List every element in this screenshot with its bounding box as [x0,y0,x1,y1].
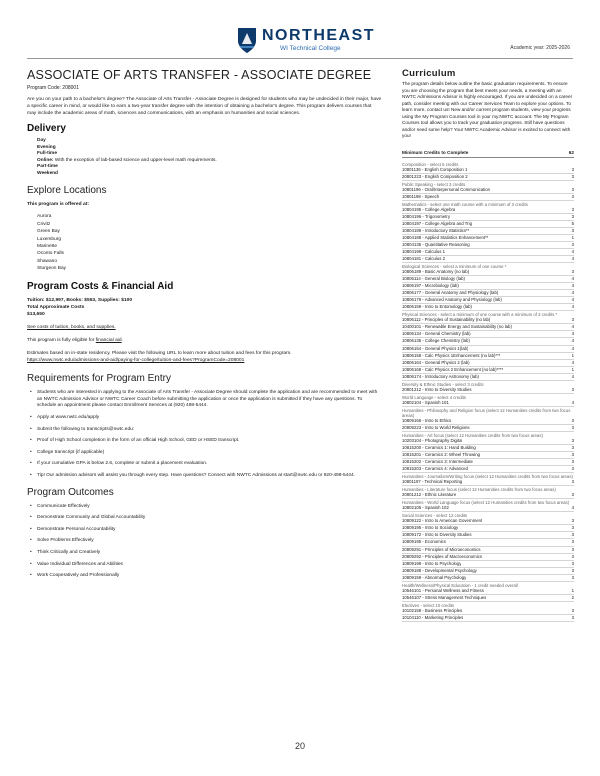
course-title: 10801196 - Oral/Interpersonal Communication [402,186,491,192]
curriculum-intro: The program details below outline the basic graduation requirements. To ensure you are choosing the program that best meets your needs, a meeting with an NWTC Admissions Advisor is highly encouraged. If you are undecided on a career path, consider meeting with our Career Services Team to explore your options. To learn more, contact us! New and/or current program students, view your progress using the My Program Courses tool in your my.NWTC account. The My Program Courses tool allows you to track your graduation progress. Still have questions and/or need some help? Your NWTC Academic Advisor is excited to connect with you! [402,81,573,138]
financial-aid-link[interactable]: financial aid [95,338,122,343]
course-credits: 3 [571,553,574,559]
course-credits: 3 [571,546,574,552]
course-title: 10806134 - General Chemistry (lab) [402,331,471,337]
course-credits: 3 [571,452,574,458]
delivery-list [37,138,382,177]
program-code: Program Code: 208001 [27,85,79,91]
outcomes-list [27,504,382,580]
costs-heading: Program Costs & Financial Aid [27,280,174,292]
course-title: 10802104 - Spanish 101 [402,399,449,405]
course-group-label: Electives - select 10 credits [402,602,455,608]
course-title: 10104110 - Marketing Principles [402,614,464,620]
course-title: 10546101 - Personal Wellness and Fitness [402,587,484,593]
program-info-column [27,68,382,585]
course-title: 10806164 - General Physics 2 (lab) [402,359,470,365]
course-credits: 4 [571,248,574,254]
course-group-label: Composition - select 6 credits [402,161,459,167]
course-row [402,338,574,345]
course-row [402,518,574,525]
course-title: 10400101 - Renewable Energy and Sustainability (no lab) [402,324,512,330]
delivery-mode: Day [37,138,46,144]
requirements-list [27,390,382,479]
course-title: 10806174 - Introductory Astronomy (lab) [402,373,479,379]
course-title: 10804181 - Calculus 2 [402,256,445,262]
requirement-item: • Submit the following to transcripts@nwtc.edu: [27,427,382,434]
course-row [402,353,574,360]
course-title: 10809172 - Intro to Diversity Studies [402,532,472,538]
outcome-item: • Communicate Effectively [27,504,382,511]
aid-suffix: . [121,338,123,343]
tuition-breakdown: Tuition: $12,997, Books: $553, Supplies: $100 [27,297,133,303]
course-row [402,575,574,582]
course-credits: 3 [571,574,574,580]
location-item: Green Bay [37,229,60,235]
course-credits: 3 [571,459,574,465]
course-credits: 4 [571,338,574,344]
course-title: 10806114 - General Biology (lab) [402,276,465,282]
course-credits: 4 [571,324,574,330]
course-group-label: Humanities - Philosophy and Religion focus (select 12 Humanities credits from two focus areas) [402,407,571,418]
outcome-item: • Value Individual Differences and Abilities [27,562,382,569]
locations-list [37,213,382,272]
course-credits: 3 [571,227,574,233]
program-description: Are you on your path to a bachelor's degree? The Associate of Arts Transfer - Associate Degree is designed for students who may be undecided in their major, have a specific career in mind, or would like to earn a two-year transfer degree with the intention of obtaining a bachelor's degree. This program delivers courses that may include the academic areas of math, sciences and communications, with an emphasis on humanities and social sciences. [27,97,382,117]
course-title: 10806177 - General Anatomy and Physiology (lab) [402,290,499,296]
requirement-item: • College transcript (if applicable) [27,450,382,457]
course-row [402,505,574,512]
course-group-label: Health/Wellness/Physical Education - 1 credit needed overall [402,582,518,588]
logo-name: NORTHEAST [262,27,376,44]
location-item: Sturgeon Bay [37,266,67,272]
course-credits: 3 [571,386,574,392]
see-costs-link[interactable]: See costs of tuition, books, and supplies. [27,324,116,330]
course-title: 10806168 - Calc Physics 2 Enhancement (no lab)**** [402,366,504,372]
header-divider [27,58,573,59]
location-item: Crivitz [37,221,51,227]
course-row [402,452,574,459]
course-title: 10806154 - General Physics 1(lab) [402,345,469,351]
outcome-item: • Think Critically and Creatively [27,550,382,557]
course-title: 10809196 - Intro to Sociology [402,525,459,531]
course-title: 10809122 - Intro to American Government [402,518,483,524]
course-credits: 3 [571,417,574,423]
course-credits: 1 [571,366,574,372]
course-title: 10203104 - Photography Digital [402,437,463,443]
course-title: 10809159 - Abnormal Psychology [402,574,467,580]
course-title: 20809223 - Intro to World Religions [402,424,470,430]
locations-intro: This program is offered at: [27,202,89,208]
course-title: 10804189 - Introductory Statistics** [402,227,470,233]
course-row [402,346,574,353]
estimate-note: Estimates based on in-state residency. Please visit the following URL to learn more about tuition and fees for this program. [27,351,292,357]
course-credits: 3 [571,206,574,212]
course-credits: 2 [571,594,574,600]
course-title: 10806189 - Basic Anatomy (no lab) [402,269,470,275]
course-title: 10815201 - Ceramics 2: Wheel Throwing [402,452,481,458]
requirement-item: • Tip! Our admission advisors will assist you through every step. Have questions? Connect with NWTC Admissions at start@nwtc.edu or 920-498-5444. [27,473,382,480]
delivery-mode: Full-time [37,151,57,157]
course-group-label: Biological Sciences - select a minimum of one course * [402,264,507,270]
course-row [402,187,574,194]
course-title: 10806179 - Advanced Anatomy and Physiology (lab) [402,297,502,303]
course-title: 20801212 - Ethnic Literature [402,492,457,498]
course-title: 10801198 - Speech [402,193,440,199]
course-credits: 4 [571,256,574,262]
course-credits: 3 [571,445,574,450]
financial-aid-note [27,337,382,344]
course-credits: 4 [571,290,574,296]
course-credits: 3 [571,437,574,443]
delivery-mode: Weekend [37,170,58,176]
course-credits: 4 [571,505,574,511]
page-number: 20 [294,741,305,751]
course-title: 10801197 - Technical Reporting [402,479,463,485]
tuition-url-link[interactable]: https://www.nwtc.edu/admissions-and-aid/paying-for-college/tuition-and-fees?ProgramCode=208001 [27,358,245,364]
course-row [402,459,574,466]
course-row [402,256,574,263]
course-row [402,214,574,221]
course-title: 10806158 - Calc Physics 1Enhancement (no lab)*** [402,352,501,358]
locations-heading: Explore Locations [27,185,107,197]
course-title: 10809195 - Economics [402,539,446,545]
course-row [402,466,574,473]
curriculum-column [402,68,574,622]
course-title: 10804135 - Quantitative Reasoning [402,241,470,247]
course-group-label: Diversity & Ethnic Studies - select 3 credits [402,381,484,387]
course-row [402,297,574,304]
course-credits: 4 [571,399,574,405]
course-row [402,588,574,595]
course-credits: 3 [571,607,574,613]
course-title: 10804196 - Trigonometry [402,213,451,219]
requirement-item: • Apply at www.nwtc.edu/apply [27,415,382,422]
course-row [402,492,574,499]
course-title: 10815203 - Ceramics 4: Advanced [402,466,468,472]
course-row [402,249,574,256]
course-credits: 3 [571,193,574,199]
course-title: 20801212 - Intro to Diversity Studies [402,386,472,392]
location-item: Luxemburg [37,236,61,242]
course-credits: 1 [571,352,574,358]
course-title: 10809166 - Intro to Ethics [402,417,452,423]
course-group-label: World Language - select 4 credits [402,394,466,400]
course-credits: 3 [571,518,574,524]
course-list [402,161,574,622]
outcome-item: • Solve Problems Effectively [27,538,382,545]
course-row [402,235,574,242]
outcome-item: • Work Cooperatively and Professionally [27,573,382,580]
course-row [402,561,574,568]
course-credits: 3 [571,614,574,620]
delivery-item [37,171,382,178]
course-title: 10806159 - Intro to Entomology (lab) [402,304,472,310]
course-group-label: Social Sciences - select 12 credits [402,513,468,519]
course-credits: 5 [571,220,574,226]
course-credits: 4 [571,297,574,303]
course-row [402,324,574,331]
course-row [402,425,574,432]
total-costs-value: $13,650 [27,311,45,317]
course-row [402,290,574,297]
course-row [402,331,574,338]
course-group-label: Humanities - Journalism/Writing focus (select 12 Humanities credits from two focus areas) [402,474,573,480]
course-row [402,418,574,425]
requirement-item: • Proof of High School completion in the form of an official High School, GED or HSED transcript. [27,438,382,445]
course-credits: 4 [571,304,574,310]
course-credits: 3 [571,166,574,172]
course-row [402,532,574,539]
course-title: 10802105 - Spanish 102 [402,505,449,511]
course-row [402,387,574,394]
course-row [402,547,574,554]
course-group-label: Humanities - Art focus (select 12 Humanities credits from two focus areas) [402,432,543,438]
location-item: Marinette [37,244,57,249]
course-title: 10804188 - Applied Statistics Enhancement** [402,234,489,240]
college-logo [236,26,376,56]
requirement-item: • If your cumulative GPA is below 2.6, complete or submit a placement evaluation. [27,461,382,468]
course-credits: 3 [571,424,574,430]
course-title: 10546107 - Stress Management Techniques [402,594,487,600]
course-title: 10804195 - College Algebra [402,206,456,212]
course-title: 10806197 - Microbiology (lab) [402,283,459,289]
course-credits: 1 [571,234,574,240]
course-group-label: Mathematics - select one math course with a minimum of 3 credits [402,201,528,207]
shield-logo-icon [236,26,258,54]
requirement-item: • Students who are interested in applying to the Associate of Arts Transfer - Associate Degree should complete the application and are recommended to meet with an NWTC Admission Advisor or NWTC Career Coach before submitting the application or once the application is submitted if they have any questions. To schedule an appointment please contact Enrollment Services at (920) 498-5444. [27,390,382,410]
course-row [402,445,574,452]
program-title: ASSOCIATE OF ARTS TRANSFER - ASSOCIATE DEGREE [27,68,372,82]
minimum-credits-value: 62 [568,149,574,155]
requirements-heading: Requirements for Program Entry [27,373,171,385]
minimum-credits-row [402,150,574,156]
course-credits: 4 [571,345,574,351]
delivery-mode: Evening [37,144,56,150]
curriculum-heading: Curriculum [402,68,456,79]
course-row [402,228,574,235]
logo-subtitle: WI Technical College [280,45,341,52]
course-credits: 3 [571,269,574,275]
course-credits: 3 [571,213,574,219]
course-row [402,304,574,311]
course-credits: 3 [571,560,574,566]
course-row [402,479,574,486]
course-group-label: Physical Sciences - select a minimum of one course with a minimum of 3 credits * [402,312,558,318]
course-credits: 3 [571,492,574,498]
course-credits: 3 [571,173,574,179]
course-group-label: Humanities - Literature focus (select 12 Humanities credits from two focus areas) [402,487,556,493]
course-credits: 3 [571,479,574,485]
course-credits: 3 [571,539,574,545]
course-row [402,608,574,615]
delivery-heading: Delivery [27,123,66,135]
outcomes-heading: Program Outcomes [27,486,114,498]
course-row [402,568,574,575]
course-row [402,615,574,622]
delivery-note: With the exception of lab-based science and upper-level math requirements. [54,157,217,163]
course-title: 10804197 - College Algebra and Trig [402,220,472,226]
course-group-label: Public Speaking - select 3 credits [402,181,466,187]
course-credits: 3 [571,466,574,472]
minimum-credits-label: Minimum Credits to Complete [402,149,469,155]
course-row [402,367,574,374]
course-title: 20801223 - English Composition 2 [402,173,468,179]
course-title: 10815200 - Ceramics 1: Hand Building [402,445,476,450]
course-credits: 4 [571,373,574,379]
course-row [402,539,574,546]
course-row [402,221,574,228]
course-title: 10809188 - Developmental Psychology [402,567,477,573]
course-row [402,194,574,201]
location-item: Aurora [37,214,52,220]
course-credits: 1 [571,587,574,593]
course-row [402,554,574,561]
course-row [402,174,574,181]
course-credits: 3 [571,241,574,247]
course-row [402,400,574,407]
course-row [402,207,574,214]
course-title: 20809291 - Principles of Microeconomics [402,546,481,552]
location-item: Shawano [37,258,58,264]
course-credits: 4 [571,276,574,282]
academic-year: Academic year: 2025-2026 [510,45,570,51]
course-title: 10809198 - Intro to Psychology [402,560,462,566]
location-item: Oconto Falls [37,251,64,257]
curriculum-divider [402,157,574,158]
course-row [402,360,574,367]
course-title: 10815202 - Ceramics 3: Intermediate [402,459,473,465]
course-row [402,317,574,324]
course-row [402,595,574,602]
course-row [402,525,574,532]
course-credits: 3 [571,567,574,573]
course-credits: 3 [571,186,574,192]
outcome-item: • Demonstrate Community and Global Accountability [27,515,382,522]
course-row [402,242,574,249]
course-row [402,167,574,174]
course-credits: 3 [571,525,574,531]
course-credits: 3 [571,317,574,323]
total-costs-label: Total Approximate Costs [27,304,85,310]
course-row [402,269,574,276]
course-title: 10804198 - Calculus 1 [402,248,445,254]
course-title: 10806112 - Principles of Sustainability (no lab) [402,317,491,323]
course-row [402,374,574,381]
course-title: 20809292 - Principles of Macroeconomics [402,553,483,559]
course-credits: 4 [571,359,574,365]
delivery-mode: Online: [37,157,54,163]
aid-prefix: This program is fully eligible for [27,338,95,343]
delivery-mode: Part-time [37,164,58,170]
course-group-label: Humanities - World Language focus (select 12 Humanities credits from two focus areas) [402,500,570,506]
course-row [402,438,574,445]
course-title: 10801136 - English Composition 1 [402,166,468,172]
outcome-item: • Demonstrate Personal Accountability [27,527,382,534]
course-title: 10102158 - Business Principles [402,607,463,613]
course-credits: 4 [571,283,574,289]
course-row [402,276,574,283]
course-credits: 3 [571,532,574,538]
course-row [402,283,574,290]
course-title: 10806135 - College Chemistry (lab) [402,338,470,344]
course-credits: 4 [571,331,574,337]
